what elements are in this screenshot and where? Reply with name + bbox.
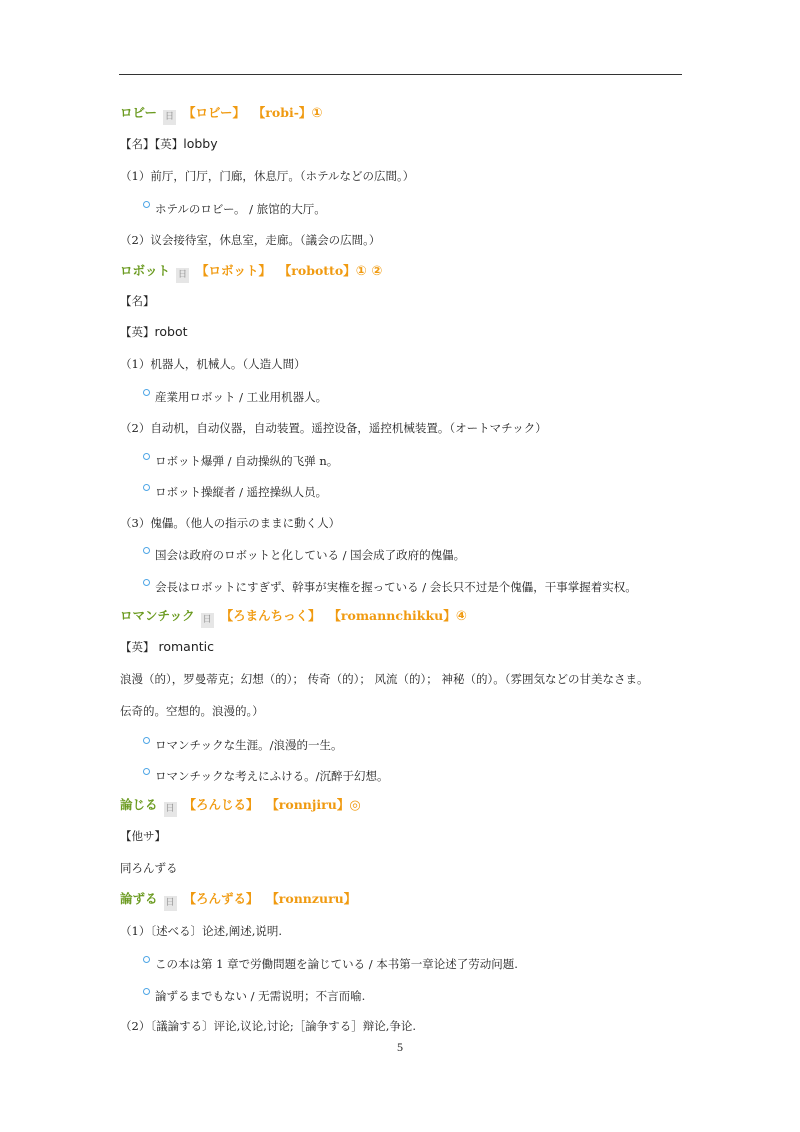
- entry-heading: [120, 797, 361, 817]
- example: ロマンチックな生涯。/浪漫的一生。: [143, 737, 343, 753]
- part-of-speech: 【名】【英】lobby: [120, 136, 218, 151]
- kana-reading: 【ろんじる】: [183, 797, 259, 812]
- header-rule: [119, 74, 682, 75]
- romaji-reading: 【robi-】: [259, 105, 312, 120]
- definition: 浪漫（的），罗曼蒂克；幻想（的）； 传奇（的）； 风流（的）； 神秘（的）。（雰囲気などの甘美なさま。: [120, 672, 649, 686]
- bullet-icon: [143, 453, 150, 460]
- headword: ロビー: [120, 105, 158, 120]
- example: 会長はロボットにすぎず、幹事が実権を握っている / 会长只不过是个傀儡，干事掌握着实权。: [143, 579, 637, 595]
- bullet-icon: [143, 579, 150, 586]
- sense: （2）自动机，自动仪器，自动装置。遥控设备，遥控机械装置。（オートマチック）: [120, 421, 547, 435]
- sense: （1）〔述べる〕论述,阐述,说明.: [120, 924, 283, 938]
- english-word: romantic: [154, 639, 214, 654]
- entry-heading: [120, 891, 356, 911]
- example: この本は第 1 章で労働問題を論じている / 本书第一章论述了劳动问题.: [143, 956, 518, 972]
- bullet-icon: [143, 737, 150, 744]
- headword: ロマンチック: [120, 608, 195, 623]
- japanese-tag-icon: 日: [163, 110, 176, 125]
- bullet-icon: [143, 201, 150, 208]
- accent-mark: ①: [311, 106, 323, 121]
- english-line: 【英】robot: [120, 324, 188, 339]
- example: ロボット爆弾 / 自动操纵的飞弹 n。: [143, 453, 338, 469]
- headword: ロボット: [120, 263, 171, 278]
- bullet-icon: [143, 956, 150, 963]
- example: 国会は政府のロボットと化している / 国会成了政府的傀儡。: [143, 547, 465, 563]
- japanese-tag-icon: 日: [176, 268, 189, 283]
- definition: 伝奇的。空想的。浪漫的。）: [120, 704, 264, 718]
- english-word: lobby: [183, 136, 218, 151]
- example: ロマンチックな考えにふける。/沉醉于幻想。: [143, 768, 389, 784]
- kana-reading: 【ロビー】: [183, 105, 246, 120]
- headword: 論じる: [120, 797, 158, 812]
- japanese-tag-icon: 日: [164, 802, 177, 817]
- part-of-speech: 【名】: [120, 294, 155, 308]
- english-word: robot: [154, 324, 188, 339]
- example: ホテルのロビー。 / 旅馆的大厅。: [143, 201, 326, 217]
- page-number: 5: [397, 1040, 403, 1054]
- accent-mark: ④: [455, 609, 467, 624]
- bullet-icon: [143, 547, 150, 554]
- sense: （1）机器人，机械人。（人造人間）: [120, 357, 306, 371]
- romaji-reading: 【ronnzuru】: [272, 891, 357, 906]
- japanese-tag-icon: 日: [201, 613, 214, 628]
- romaji-reading: 【romannchikku】: [334, 608, 456, 623]
- sense: （2）议会接待室，休息室，走廊。（議会の広間。）: [120, 233, 381, 247]
- accent-mark: ① ②: [355, 264, 383, 279]
- romaji-reading: 【ronnjiru】: [272, 797, 350, 812]
- romaji-reading: 【robotto】: [285, 263, 356, 278]
- accent-mark: ◎: [349, 798, 361, 813]
- bullet-icon: [143, 484, 150, 491]
- sense: （2）〔議論する〕评论,议论,讨论;［論争する］辩论,争论.: [120, 1019, 417, 1033]
- sense: （3）傀儡。（他人の指示のままに動く人）: [120, 516, 341, 530]
- entry-heading: [120, 263, 382, 283]
- bullet-icon: [143, 768, 150, 775]
- entry-heading: [120, 105, 322, 125]
- sense: （1）前厅，门厅，门廊，休息厅。（ホテルなどの広間。）: [120, 169, 415, 183]
- example: 論ずるまでもない / 无需说明；不言而喻.: [143, 988, 365, 1004]
- example: 産業用ロボット / 工业用机器人。: [143, 389, 327, 405]
- kana-reading: 【ロボット】: [196, 263, 272, 278]
- headword: 論ずる: [120, 891, 158, 906]
- example: ロボット操縦者 / 遥控操纵人员。: [143, 484, 327, 500]
- definition: 同ろんずる: [120, 861, 178, 875]
- kana-reading: 【ろんずる】: [183, 891, 259, 906]
- bullet-icon: [143, 389, 150, 396]
- bullet-icon: [143, 988, 150, 995]
- kana-reading: 【ろまんちっく】: [220, 608, 321, 623]
- part-of-speech: 【他サ】: [120, 829, 166, 843]
- japanese-tag-icon: 日: [164, 896, 177, 911]
- entry-heading: [120, 608, 467, 628]
- english-line: 【英】 romantic: [120, 639, 214, 654]
